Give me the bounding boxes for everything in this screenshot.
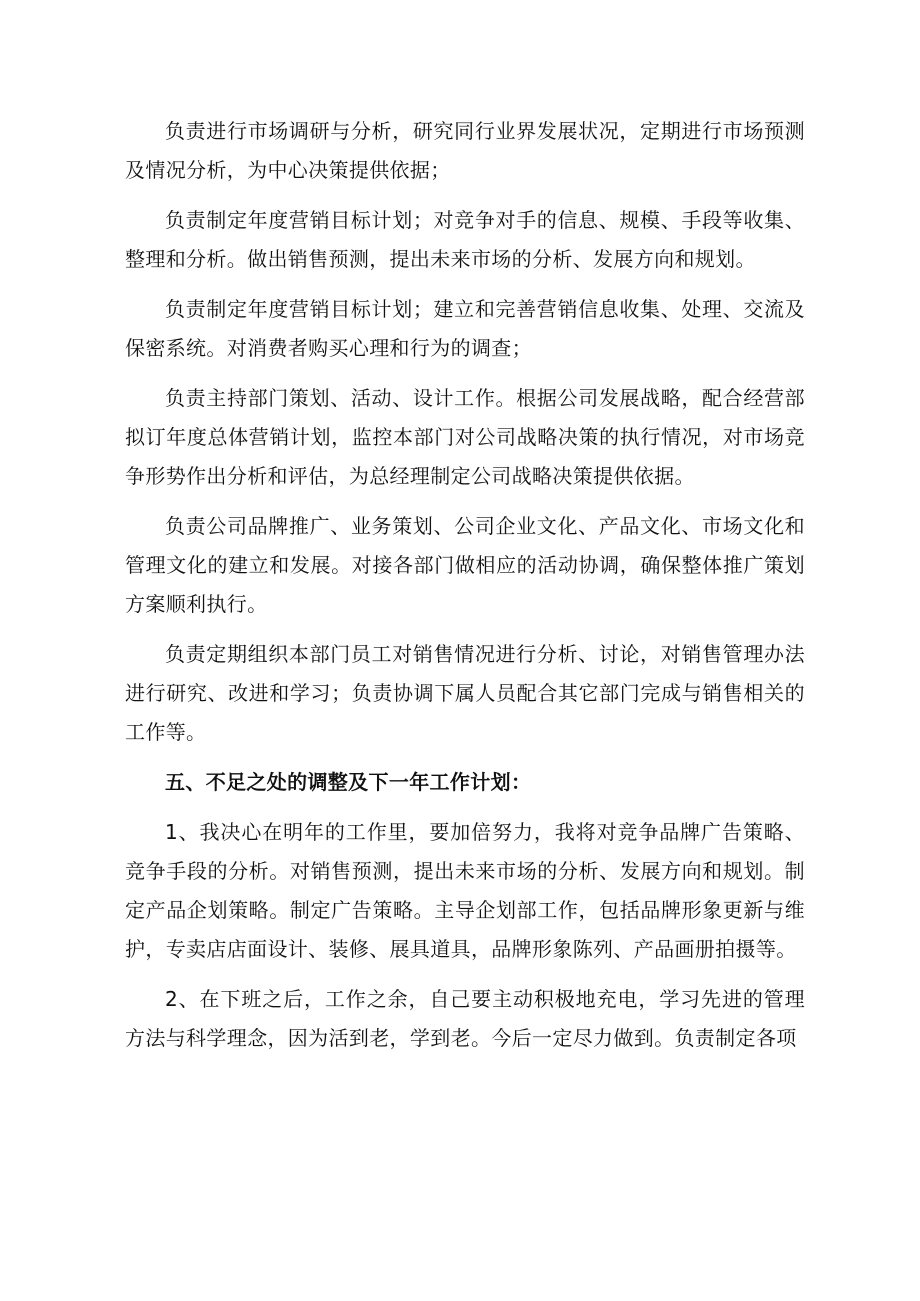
- paragraph-competitor-analysis: 负责制定年度营销目标计划；对竞争对手的信息、规模、手段等收集、整理和分析。做出销售预测，提出未来市场的分析、发展方向和规划。: [125, 208, 805, 271]
- document-body: [125, 112, 805, 1069]
- plan-item-2: 2、在下班之后，工作之余，自己要主动积极地充电，学习先进的管理方法与科学理念，因为活到老，学到老。今后一定尽力做到。负责制定各项: [125, 987, 805, 1050]
- plan-item-1: 1、我决心在明年的工作里，要加倍努力，我将对竞争品牌广告策略、竞争手段的分析。对销售预测，提出未来市场的分析、发展方向和规划。制定产品企划策略。制定广告策略。主导企划部工作，包括品牌形象更新与维护，专卖店店面设计、装修、展具道具，品牌形象陈列、产品画册拍摄等。: [125, 820, 805, 961]
- paragraph-market-research: 负责进行市场调研与分析，研究同行业界发展状况，定期进行市场预测及情况分析，为中心决策提供依据；: [125, 119, 805, 182]
- paragraph-brand-promotion: 负责公司品牌推广、业务策划、公司企业文化、产品文化、市场文化和管理文化的建立和发展。对接各部门做相应的活动协调，确保整体推广策划方案顺利执行。: [125, 514, 805, 616]
- paragraph-sales-review: 负责定期组织本部门员工对销售情况进行分析、讨论，对销售管理办法进行研究、改进和学习；负责协调下属人员配合其它部门完成与销售相关的工作等。: [125, 642, 805, 744]
- paragraph-department-planning: 负责主持部门策划、活动、设计工作。根据公司发展战略，配合经营部拟订年度总体营销计划，监控本部门对公司战略决策的执行情况，对市场竞争形势作出分析和评估，为总经理制定公司战略决策提供依据。: [125, 386, 805, 488]
- section-heading: 五、不足之处的调整及下一年工作计划：: [165, 770, 532, 794]
- paragraph-marketing-info-system: 负责制定年度营销目标计划；建立和完善营销信息收集、处理、交流及保密系统。对消费者购买心理和行为的调查；: [125, 297, 805, 360]
